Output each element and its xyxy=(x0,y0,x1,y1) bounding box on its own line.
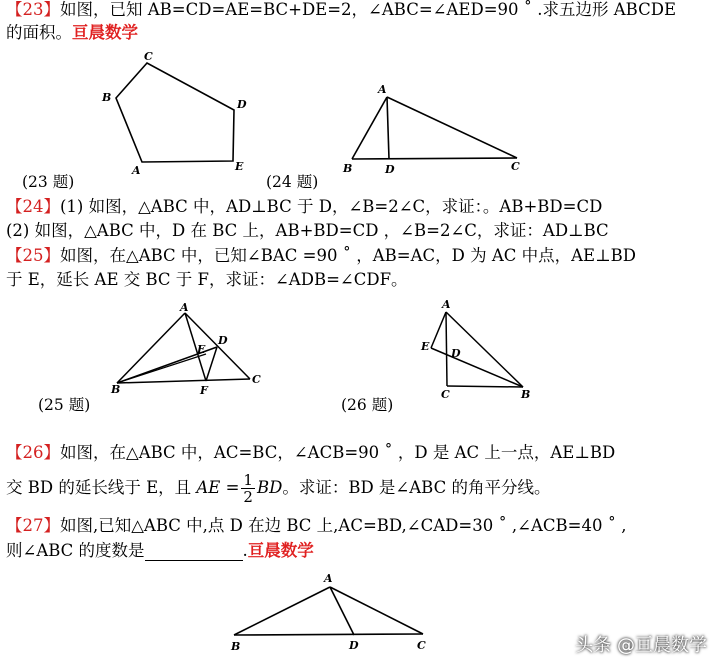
problem-25-number: 【25】 xyxy=(6,246,60,265)
label-b: B xyxy=(111,383,121,396)
label-c: C xyxy=(252,373,261,386)
problem-23-line1 xyxy=(6,0,676,20)
label-a: A xyxy=(442,298,451,311)
figure-23-svg xyxy=(96,48,252,182)
caption-23: (23 题) xyxy=(22,173,75,191)
label-b: B xyxy=(102,91,112,104)
answer-blank xyxy=(145,546,243,561)
label-a: A xyxy=(132,164,141,177)
problem-27-line1 xyxy=(6,516,626,536)
problem-27-text2: 则∠ABC 的度数是 xyxy=(6,541,145,560)
label-e: E xyxy=(235,160,244,173)
problem-26-number: 【26】 xyxy=(6,443,60,462)
figure-27-svg xyxy=(224,563,436,659)
label-b: B xyxy=(231,640,241,653)
brand-tag: 亘晨数学 xyxy=(247,541,314,560)
figure-26 xyxy=(415,294,533,402)
problem-27-line2: 则∠ABC 的度数是 .亘晨数学 xyxy=(6,541,314,560)
caption-25: (25 题) xyxy=(38,396,91,414)
problem-24-text1: (1) 如图，△ABC 中，AD⊥BC 于 D，∠B=2∠C，求证：。AB+BD=CD xyxy=(60,197,603,216)
problem-26-line2 xyxy=(6,470,550,506)
problem-27-number: 【27】 xyxy=(6,516,60,535)
label-b: B xyxy=(521,388,531,401)
problem-24-text2: (2) 如图，△ABC 中，D 在 BC 上，AB+BD=CD ，∠B=2∠C，求证：AD⊥BC xyxy=(6,221,609,240)
fraction-one-half xyxy=(241,472,255,505)
label-e: E xyxy=(197,343,206,356)
problem-23-text2: 的面积。 xyxy=(6,23,72,42)
label-a: A xyxy=(180,301,189,314)
figure-23 xyxy=(96,48,252,182)
problem-24-number: 【24】 xyxy=(6,197,60,216)
fraction-numerator: 1 xyxy=(243,471,253,489)
figure-24-svg xyxy=(335,73,529,183)
label-c: C xyxy=(417,639,426,652)
figure-25-svg xyxy=(105,297,267,404)
label-d: D xyxy=(451,347,461,360)
label-a: A xyxy=(324,572,333,585)
problem-26-text2b: 。求证：BD 是∠ABC 的角平分线。 xyxy=(282,478,551,497)
label-c: C xyxy=(144,50,153,63)
label-d: D xyxy=(349,639,359,652)
problem-25-text2: 于 E，延长 AE 交 BC 于 F，求证：∠ADB=∠CDF。 xyxy=(6,270,408,289)
label-d: D xyxy=(218,334,228,347)
problem-25-line2 xyxy=(6,270,408,290)
label-d: D xyxy=(385,163,395,176)
equation-rhs: BD xyxy=(256,478,283,497)
label-a: A xyxy=(378,83,387,96)
problem-26-line1 xyxy=(6,443,615,463)
caption-26: (26 题) xyxy=(341,396,394,414)
problem-25-line1 xyxy=(6,246,636,266)
problem-24-line2 xyxy=(6,221,609,241)
label-d: D xyxy=(237,98,247,111)
caption-24: (24 题) xyxy=(266,173,319,191)
problem-23-line2 xyxy=(6,23,138,43)
figure-27 xyxy=(224,563,436,659)
label-c: C xyxy=(441,388,450,401)
label-b: B xyxy=(343,162,353,175)
problem-27-text1: 如图,已知△ABC 中,点 D 在边 BC 上,AC=BD,∠CAD=30 ˚ ,∠ACB=40 ˚ , xyxy=(60,516,627,535)
problem-25-text1: 如图，在△ABC 中，已知∠BAC =90 ˚ ，AB=AC，D 为 AC 中点，AE⊥BD xyxy=(60,246,636,265)
figure-25 xyxy=(105,297,267,404)
label-c: C xyxy=(511,160,520,173)
watermark: 头条 @亘晨数学 xyxy=(575,635,707,656)
equation-lhs: AE = xyxy=(196,478,240,497)
figure-26-svg xyxy=(415,294,533,402)
pentagon-abcde xyxy=(116,63,234,162)
problem-23-text1: 如图，已知 AB=CD=AE=BC+DE=2，∠ABC=∠AED=90 ˚ .求五边形 ABCDE xyxy=(60,0,676,19)
problem-26-text2a: 交 BD 的延长线于 E，且 xyxy=(6,478,192,497)
problem-24-line1 xyxy=(6,197,602,217)
brand-tag: 亘晨数学 xyxy=(72,23,138,42)
figure-24 xyxy=(335,73,529,183)
label-e: E xyxy=(421,340,430,353)
fraction-denominator: 2 xyxy=(243,488,253,506)
problem-26-text1: 如图，在△ABC 中，AC=BC，∠ACB=90 ˚ ，D 是 AC 上一点，AE⊥BD xyxy=(60,443,616,462)
problem-23-number: 【23】 xyxy=(6,0,60,19)
label-f: F xyxy=(200,384,208,397)
